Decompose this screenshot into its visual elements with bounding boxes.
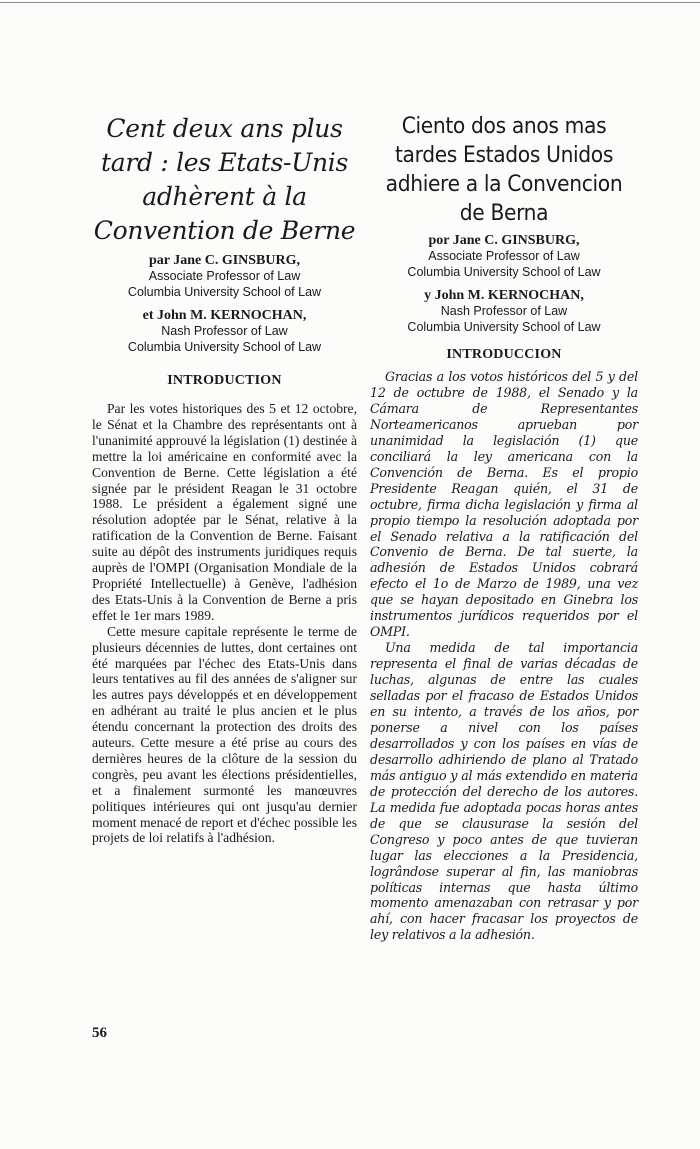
author-name: par Jane C. GINSBURG, xyxy=(148,253,301,268)
author-school: Columbia University School of Law xyxy=(407,319,601,334)
page-number: 56 xyxy=(92,1025,107,1041)
french-author-ginsburg xyxy=(92,252,357,300)
spanish-column xyxy=(370,112,638,943)
author-name: por Jane C. GINSBURG, xyxy=(428,233,580,248)
french-paragraph: Cette mesure capitale représente le terme de plusieurs décennies de luttes, dont certaines ont été marquées par l'échec des Etats-Unis dans leurs tentatives au fil des années de s'aligner sur les autres pays développés et en développement en adhérant au traité le plus ancien et le plus étendu concernant la protection des droits des auteurs. Cette mesure a été prise au cours des dernières heures de la clôture de la session du congrès, peu avant les élections présidentielles, et a finalement surmonté les manœuvres politiques intérieures qui ont jusqu'au dernier moment menacé de report et d'échec possible les projets de loi relatifs à l'adhésion. xyxy=(92,623,357,846)
author-role: Nash Professor of Law xyxy=(440,304,568,318)
french-title-line: tard : les Etats-Unis xyxy=(100,148,348,177)
spanish-title-line: Ciento dos anos mas xyxy=(401,113,607,139)
french-column xyxy=(92,112,357,846)
author-role: Associate Professor of Law xyxy=(148,269,301,283)
top-rule xyxy=(0,2,700,3)
author-school: Columbia University School of Law xyxy=(127,284,322,299)
spanish-title-line: de Berna xyxy=(459,200,549,226)
spanish-section-heading: INTRODUCCION xyxy=(446,347,562,362)
author-role: Associate Professor of Law xyxy=(428,249,580,263)
french-title-line: adhèrent à la xyxy=(142,182,307,211)
spanish-title-line: adhiere a la Convencion xyxy=(385,171,623,197)
french-author-kernochan xyxy=(92,307,357,355)
french-section-heading: INTRODUCTION xyxy=(167,373,282,388)
french-title-line: Cent deux ans plus xyxy=(106,114,343,143)
author-school: Columbia University School of Law xyxy=(127,339,322,354)
author-name: et John M. KERNOCHAN, xyxy=(142,308,307,323)
spanish-paragraph: Una medida de tal importancia representa el final de varias décadas de luchas, algunas de entre las cuales selladas por el fracaso de Estados Unidos en su intento, a través de los años, por ponerse a nivel con los países desarrollados y con los países en vías de desarrollo adhiriendo de plano al Tratado más antiguo y al más extendido en materia de protección del derecho de los autores. La medida fue adoptada pocas horas antes de que se clausurase la sesión del Congreso y poco antes de que tuvieran lugar las elecciones a la Presidencia, logrândose superar al fin, las maniobras políticas internas que hasta último momento amenazaban con retrasar y por ahí, con hacer fracasar los proyectos de ley relativos a la adhesión. xyxy=(370,640,638,943)
author-name: y John M. KERNOCHAN, xyxy=(424,288,584,303)
french-title xyxy=(92,112,357,248)
spanish-paragraph: Gracias a los votos históricos del 5 y del 12 de octubre de 1988, el Senado y la Cámara de Representantes Norteamericanos aprueban por unanimidad la legislación (1) que conciliará la ley americana con la Convención de Berna. Es el propio Presidente Reagan quién, el 31 de octubre, firma dicha legislación y firma al propio tiempo la resolución adoptada por el Senado relativa a la ratificación del Convenio de Berna. De tal suerte, la adhesión de Estados Unidos cobrará efecto el 1o de Marzo de 1989, una vez que se hayan depositado en Ginebra los instrumentos jurídicos requeridos por el OMPI. xyxy=(370,369,638,640)
french-title-line: Convention de Berne xyxy=(93,216,356,245)
spanish-author-kernochan xyxy=(370,287,638,335)
french-paragraph: Par les votes historiques des 5 et 12 octobre, le Sénat et la Chambre des représentants ont à l'unanimité approuvé la législation (1) destinée à mettre la loi américaine en conformité avec la Convention de Berne. Cette législation a été signée par le président Reagan le 31 octobre 1988. Le président a également signé une résolution adoptée par le Sénat, relative à la ratification de la Convention de Berne. Faisant suite au dépôt des instruments juridiques requis auprès de l'OMPI (Organisation Mondiale de la Propriété Intellectuelle) à Genève, l'adhésion des Etats-Unis à la Convention de Berne a pris effet le 1er mars 1989. xyxy=(92,401,357,623)
spanish-title-line: tardes Estados Unidos xyxy=(394,142,614,168)
author-school: Columbia University School of Law xyxy=(407,264,601,279)
spanish-title xyxy=(383,112,624,228)
author-role: Nash Professor of Law xyxy=(161,324,288,338)
spanish-author-ginsburg xyxy=(370,232,638,280)
